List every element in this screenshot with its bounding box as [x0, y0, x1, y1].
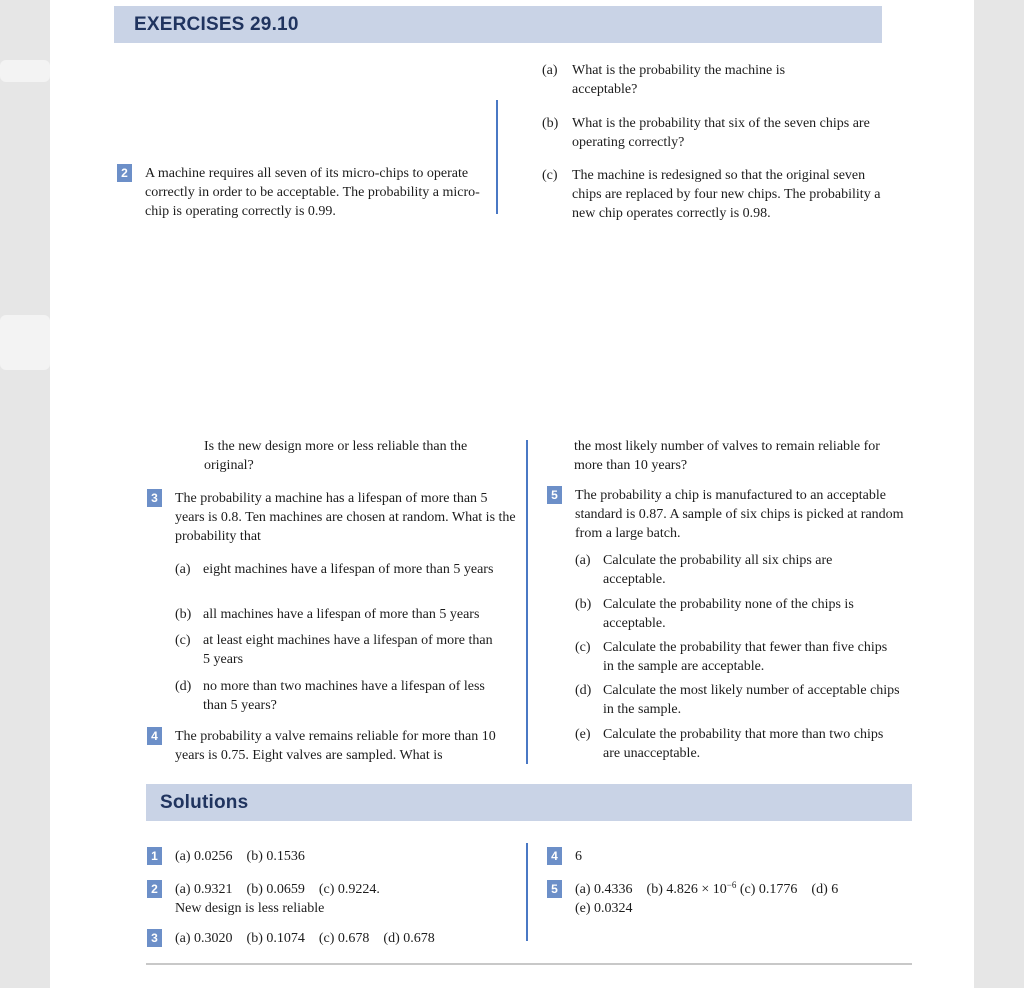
exercise-number-2: 2 [117, 164, 132, 182]
exercise-5e-label: (e) [575, 727, 591, 742]
exercise-3b-label: (b) [175, 607, 192, 622]
exercise-5a-text: Calculate the probability all six chips are acceptable. [603, 553, 833, 587]
solution-number-1: 1 [147, 847, 162, 865]
solution-1b: (b) 0.1536 [246, 849, 305, 864]
exercise-number-4: 4 [147, 727, 162, 745]
solution-number-2: 2 [147, 880, 162, 898]
exercise-2a-label: (a) [542, 63, 558, 78]
exercise-2b-label: (b) [542, 116, 559, 131]
exercise-5b-label: (b) [575, 597, 592, 612]
solution-5-answers [575, 880, 838, 899]
solution-2a: (a) 0.9321 [175, 882, 233, 897]
exercise-5b-text: Calculate the probability none of the chips is acceptable. [603, 597, 854, 631]
exercises-title: EXERCISES 29.10 [134, 13, 299, 35]
exercise-5e-text: Calculate the probability that more than two chips are unacceptable. [603, 727, 884, 761]
solution-5a: (a) 0.4336 [575, 882, 633, 897]
textbook-page [50, 0, 974, 988]
column-divider [496, 100, 498, 214]
exercise-3d-label: (d) [175, 679, 192, 694]
solution-3b: (b) 0.1074 [246, 931, 305, 946]
exercise-2c-text: The machine is redesigned so that the original seven chips are replaced by four new chips. The probability a new chip operates correctly is 0.98. [572, 168, 881, 221]
exercise-3a-text: eight machines have a lifespan of more than 5 years [203, 562, 494, 577]
solution-5e: (e) 0.0324 [575, 901, 633, 916]
exercise-number-3: 3 [147, 489, 162, 507]
exercise-3-text: The probability a machine has a lifespan of more than 5 years is 0.8. Ten machines are chosen at random. What is the probability that [175, 491, 516, 544]
scan-smudge [0, 315, 50, 370]
column-divider [526, 440, 528, 764]
exercise-2c-label: (c) [542, 168, 558, 183]
solution-2-answers [175, 880, 380, 899]
solution-number-3: 3 [147, 929, 162, 947]
solution-5d: (d) 6 [811, 882, 839, 897]
exercise-3c-label: (c) [175, 633, 191, 648]
solution-3c: (c) 0.678 [318, 931, 370, 946]
bottom-rule [146, 963, 912, 965]
exercise-2a-text: What is the probability the machine is acceptable? [572, 63, 786, 97]
exercise-5-text: The probability a chip is manufactured to an acceptable standard is 0.87. A sample of six chips is picked at random from a large batch. [575, 488, 904, 541]
solution-2-note: New design is less reliable [175, 901, 325, 916]
solutions-header [146, 784, 912, 821]
solution-3d: (d) 0.678 [383, 931, 435, 946]
solution-3a: (a) 0.3020 [175, 931, 233, 946]
exercise-4-continuation: the most likely number of valves to remain reliable for more than 10 years? [574, 439, 880, 473]
solution-1-answers [175, 847, 305, 866]
exercise-5d-label: (d) [575, 683, 592, 698]
exercise-3b-text: all machines have a lifespan of more than 5 years [203, 607, 480, 622]
exercise-3a-label: (a) [175, 562, 191, 577]
exercise-2-continuation: Is the new design more or less reliable than the original? [204, 439, 468, 473]
solutions-title: Solutions [160, 791, 249, 813]
exercise-3c-text: at least eight machines have a lifespan of more than 5 years [203, 633, 493, 667]
exercise-number-5: 5 [547, 486, 562, 504]
solution-2b: (b) 0.0659 [246, 882, 305, 897]
solution-number-5: 5 [547, 880, 562, 898]
exercise-4-text: The probability a valve remains reliable for more than 10 years is 0.75. Eight valves are sampled. What is [175, 729, 496, 763]
exercise-5d-text: Calculate the most likely number of acceptable chips in the sample. [603, 683, 900, 717]
solution-4-answer: 6 [575, 849, 582, 864]
solution-2c: (c) 0.9224. [318, 882, 380, 897]
exercise-5c-label: (c) [575, 640, 591, 655]
solution-1a: (a) 0.0256 [175, 849, 233, 864]
exercise-5a-label: (a) [575, 553, 591, 568]
column-divider [526, 843, 528, 941]
exercise-2b-text: What is the probability that six of the seven chips are operating correctly? [572, 116, 870, 150]
solution-5b: (b) $4.826 \times 10^{-6}$ [646, 880, 737, 897]
scan-smudge [0, 60, 50, 82]
solution-number-4: 4 [547, 847, 562, 865]
exercise-3d-text: no more than two machines have a lifespan of less than 5 years? [203, 679, 485, 713]
solution-5c: (c) 0.1776 [739, 882, 798, 897]
exercise-2-text: A machine requires all seven of its micro-chips to operate correctly in order to be acceptable. The probability a micro-chip is operating correctly is 0.99. [145, 166, 480, 219]
exercise-5c-text: Calculate the probability that fewer than five chips in the sample are acceptable. [603, 640, 888, 674]
exercises-header [114, 6, 882, 43]
solution-3-answers [175, 929, 435, 948]
